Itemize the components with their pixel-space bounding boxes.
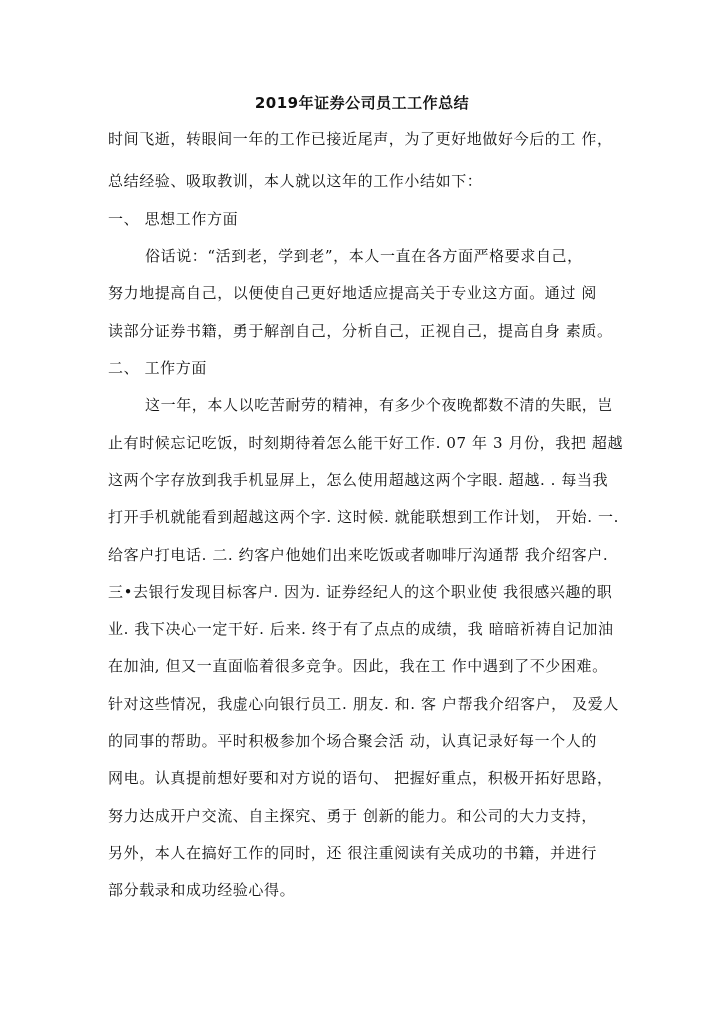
paragraph-line: 总结经验、吸取教训，本人就以这年的工作小结如下： [108,172,483,190]
paragraph-line: 在加油, 但又一直面临着很多竞争。因此，我在工 作中遇到了不少困难。 [108,657,608,675]
paragraph-line: 网电。认真提前想好要和对方说的语句、 把握好重点，积极开拓好思路， [108,769,613,787]
paragraph-line: 打开手机就能看到超越这两个字. 这时候. 就能联想到工作计划， 开始. 一. [108,508,619,526]
paragraph-line: 时间飞逝，转眼间一年的工作已接近尾声，为了更好地做好今后的工 作， [108,130,613,148]
paragraph-line: 读部分证券书籍，勇于解剖自己，分析自己，正视自己，提高自身 素质。 [108,322,613,340]
section-heading: 一、 思想工作方面 [108,210,239,228]
paragraph-line: 努力达成开户交流、自主探究、勇于 创新的能力。和公司的大力支持， [108,807,597,825]
paragraph-line: 这一年，本人以吃苦耐劳的精神，有多少个夜晚都数不清的失眠，岂 [145,396,614,414]
paragraph-line: 另外，本人在搞好工作的同时，还 很注重阅读有关成功的书籍，并进行 [108,844,597,862]
document-title: 2019年证券公司员工工作总结 [254,94,470,112]
paragraph-line: 给客户打电话. 二. 约客户他她们出来吃饭或者咖啡厅沟通帮 我介绍客户. [108,546,609,564]
paragraph-line: 努力地提高自己，以便使自己更好地适应提高关于专业这方面。通过 阅 [108,284,597,302]
section-heading: 二、 工作方面 [108,359,207,377]
paragraph-line: 这两个字存放到我手机显屏上，怎么使用超越这两个字眼. 超越. . 每当我 [108,471,609,489]
paragraph-line: 针对这些情况，我虚心向银行员工. 朋友. 和. 客 户帮我介绍客户， 及爱人 [108,695,619,713]
paragraph-line: 俗话说：“活到老，学到老”，本人一直在各方面严格要求自己， [145,247,583,265]
paragraph-line: 的同事的帮助。平时积极参加个场合聚会活 动，认真记录好每一个人的 [108,732,597,750]
paragraph-line: 三•去银行发现目标客户. 因为. 证券经纪人的这个职业使 我很感兴趣的职 [108,583,613,601]
paragraph-line: 部分载录和成功经验心得。 [108,881,296,899]
paragraph-line: 业. 我下决心一定干好. 后来. 终于有了点点的成绩，我 暗暗祈祷自记加油 [108,620,614,638]
paragraph-line: 止有时候忘记吃饭，时刻期待着怎么能干好工作. 07 年 3 月份，我把 超越 [108,434,624,452]
